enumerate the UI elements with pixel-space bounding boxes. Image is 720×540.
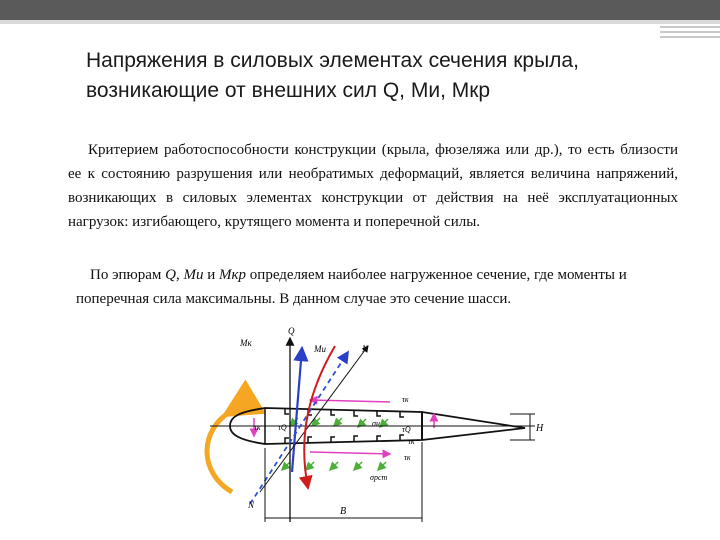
paragraph-criterion	[68, 138, 678, 234]
label-tau-k-bottom: τк	[404, 453, 411, 462]
symbol-mkr: Мкр	[219, 267, 247, 283]
symbol-mi: Ми	[183, 267, 204, 283]
corner-lines-decoration	[660, 26, 720, 42]
slide-title-line-1: Напряжения в силовых элементах сечения крыла,	[86, 49, 579, 72]
label-tau-q-left: τQ	[278, 423, 287, 432]
label-tau-k-right: τк	[408, 437, 415, 446]
symbol-q: Q	[165, 267, 176, 283]
label-n-top: N	[362, 344, 369, 354]
label-tau-q-right: τQ	[402, 425, 411, 434]
label-sigma-bottom: σрст	[370, 473, 388, 482]
label-tau-k-left: τк	[254, 423, 261, 432]
label-mi: Mи	[314, 344, 326, 354]
shear-force-arrow	[292, 348, 302, 472]
label-b: B	[340, 506, 347, 517]
label-h: H	[536, 423, 544, 434]
paragraph-diagrams-prefix: По эпюрам	[90, 267, 166, 283]
wing-section-diagram	[190, 322, 560, 538]
label-tau-k-top: τк	[402, 395, 409, 404]
label-n-bottom: N	[248, 500, 255, 510]
slide-title	[86, 46, 686, 106]
slide-title-line-2: возникающие от внешних сил Q, Ми, Мкр	[86, 79, 491, 102]
bending-moment-arc-icon	[207, 412, 232, 492]
paragraph-criterion-text: Критерием работоспособности конструкции (крыла, фюзеляжа или др.), то есть близости ее к состоянию разрушения или необратимых деформаций, является величина напряжений, возникающих в силовых элементах конструкции от действия на неё эксплуатационных нагрузок: изгибающего, крутящего момента и поперечной силы.	[68, 142, 678, 230]
paragraph-diagrams	[76, 263, 676, 311]
paragraph-diagrams-sep1: ,	[176, 267, 184, 283]
label-q: Q	[288, 326, 295, 336]
paragraph-diagrams-sep2: и	[203, 267, 220, 283]
label-sigma-top: σн	[372, 419, 380, 428]
paragraph-diagrams-suffix: определяем наиболее нагруженное сечение, где моменты и поперечная сила максимальны. В данном случае это сечение шасси.	[76, 267, 627, 307]
title-bar-accent	[0, 20, 720, 24]
title-bar-decoration	[0, 0, 720, 20]
neutral-axis	[260, 346, 368, 492]
label-mk: Mк	[240, 338, 252, 348]
